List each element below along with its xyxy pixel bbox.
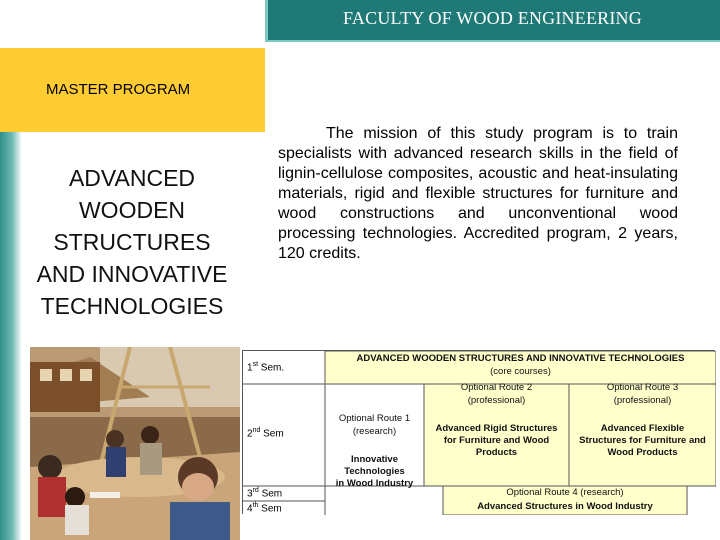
students-photo-image	[30, 347, 240, 540]
route-3-name	[569, 423, 716, 459]
route-3-name-line: Structures for Furniture and	[579, 435, 706, 446]
route-3-title: Optional Route 3	[606, 382, 679, 393]
semester-4-label: 4th Sem	[247, 502, 282, 515]
core-courses-title: ADVANCED WOODEN STRUCTURES AND INNOVATIVE TECHNOLOGIES	[356, 353, 685, 364]
route-2-name-line: for Furniture and Wood	[443, 435, 550, 446]
mission-text: The mission of this study program is to train specialists with advanced research skills in the field of lignin-cellulose composites, acoustic and heat-insulating materials, rigid and flexible structures for furniture and wood constructions and unconventional wood processing technologies. Accredited program, 2 years, 120 credits.	[278, 125, 678, 262]
program-title-line: ADVANCED	[68, 165, 196, 191]
program-title-line: AND INNOVATIVE	[36, 261, 228, 287]
core-courses-subtitle: (core courses)	[490, 366, 551, 377]
faculty-title: FACULTY OF WOOD ENGINEERING	[343, 8, 642, 28]
route-1-name-line: in Wood Industry	[335, 478, 414, 489]
route-2-name-line: Advanced Rigid Structures	[435, 423, 558, 434]
route-4-name: Advanced Structures in Wood Industry	[477, 501, 653, 512]
route-1-type: (research)	[352, 426, 397, 437]
route-4-title: Optional Route 4 (research)	[506, 487, 624, 498]
route-2-name-line: Products	[475, 447, 518, 458]
route-3-name-line: Advanced Flexible	[600, 423, 685, 434]
route-1-name-line: Innovative Technologies	[344, 454, 405, 477]
program-title-line: STRUCTURES	[53, 229, 211, 255]
semester-1-label: 1st Sem.	[247, 361, 285, 374]
header-left-blank	[0, 0, 265, 48]
semester-3-label: 3rd Sem	[247, 487, 283, 500]
route-3-name-line: Wood Products	[607, 447, 678, 458]
program-title-line: WOODEN	[78, 197, 186, 223]
study-plan-table	[242, 350, 715, 514]
master-program-label: MASTER PROGRAM	[46, 81, 191, 98]
route-3-type: (professional)	[613, 395, 672, 406]
semester-2-label: 2nd Sem	[247, 427, 284, 440]
route-2-title: Optional Route 2	[460, 382, 533, 393]
route-2-name	[424, 423, 569, 459]
students-photo	[30, 347, 240, 540]
program-title-line: TECHNOLOGIES	[40, 293, 224, 319]
program-title	[8, 162, 256, 322]
route-1-name	[325, 454, 424, 490]
route-1-title: Optional Route 1	[338, 413, 411, 424]
route-2-type: (professional)	[467, 395, 526, 406]
